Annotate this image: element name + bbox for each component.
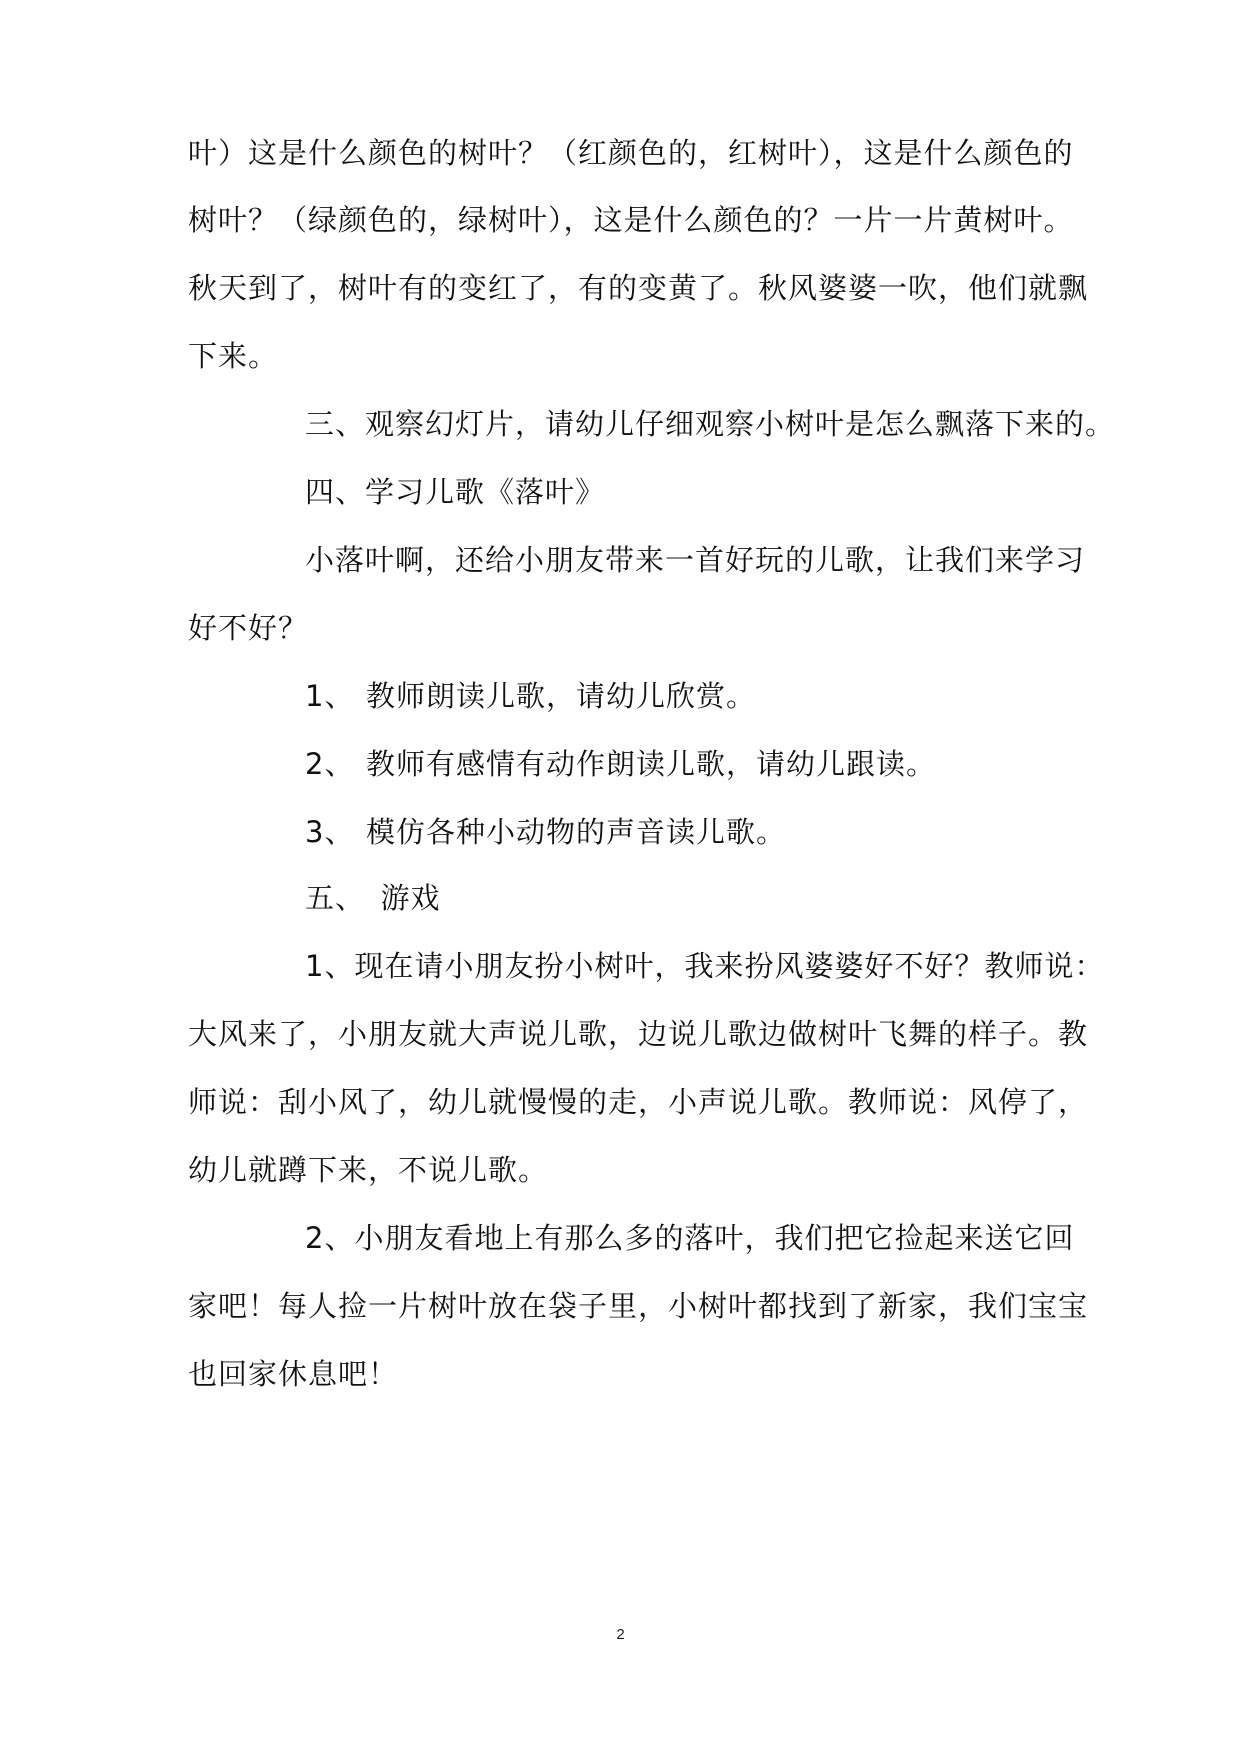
list-number: 2、 (305, 747, 355, 781)
section-heading-3: 三、观察幻灯片，请幼儿仔细观察小树叶是怎么飘落下来的。 (305, 407, 1116, 441)
section-heading-5: 五、 游戏 (305, 881, 441, 915)
paragraph-line: 好不好？ (188, 611, 309, 645)
list-item-text: 教师有感情有动作朗读儿歌，请幼儿跟读。 (366, 747, 937, 781)
list-number: 3、 (305, 815, 355, 849)
list-item-text: 教师朗读儿歌，请幼儿欣赏。 (366, 679, 757, 713)
paragraph-line: 叶）这是什么颜色的树叶？（红颜色的，红树叶），这是什么颜色的 (188, 136, 1074, 170)
paragraph-line: 下来。 (188, 339, 279, 373)
paragraph-line: 幼儿就蹲下来，不说儿歌。 (188, 1153, 549, 1187)
paragraph-line: 树叶？（绿颜色的，绿树叶），这是什么颜色的？一片一片黄树叶。 (188, 203, 1074, 237)
paragraph-line: 师说：刮小风了，幼儿就慢慢的走，小声说儿歌。教师说：风停了， (188, 1085, 1089, 1119)
list-item-text: 模仿各种小动物的声音读儿歌。 (366, 815, 787, 849)
paragraph-line: 也回家休息吧！ (188, 1357, 399, 1391)
section-heading-4: 四、学习儿歌《落叶》 (305, 475, 606, 509)
list-item (305, 676, 756, 716)
paragraph-line: 2、小朋友看地上有那么多的落叶，我们把它捡起来送它回 (305, 1221, 1075, 1255)
list-number: 1、 (305, 679, 355, 713)
list-item (305, 812, 786, 852)
list-item (305, 744, 936, 784)
paragraph-line: 大风来了，小朋友就大声说儿歌，边说儿歌边做树叶飞舞的样子。教 (188, 1017, 1089, 1051)
paragraph-line: 家吧！每人捡一片树叶放在袋子里，小树叶都找到了新家，我们宝宝 (188, 1289, 1089, 1323)
paragraph-line: 小落叶啊，还给小朋友带来一首好玩的儿歌，让我们来学习 (305, 543, 1086, 577)
paragraph-line: 秋天到了，树叶有的变红了，有的变黄了。秋风婆婆一吹，他们就飘 (188, 271, 1089, 305)
paragraph-line: 1、现在请小朋友扮小树叶，我来扮风婆婆好不好？教师说： (305, 949, 1105, 983)
page-number: 2 (616, 1626, 625, 1643)
